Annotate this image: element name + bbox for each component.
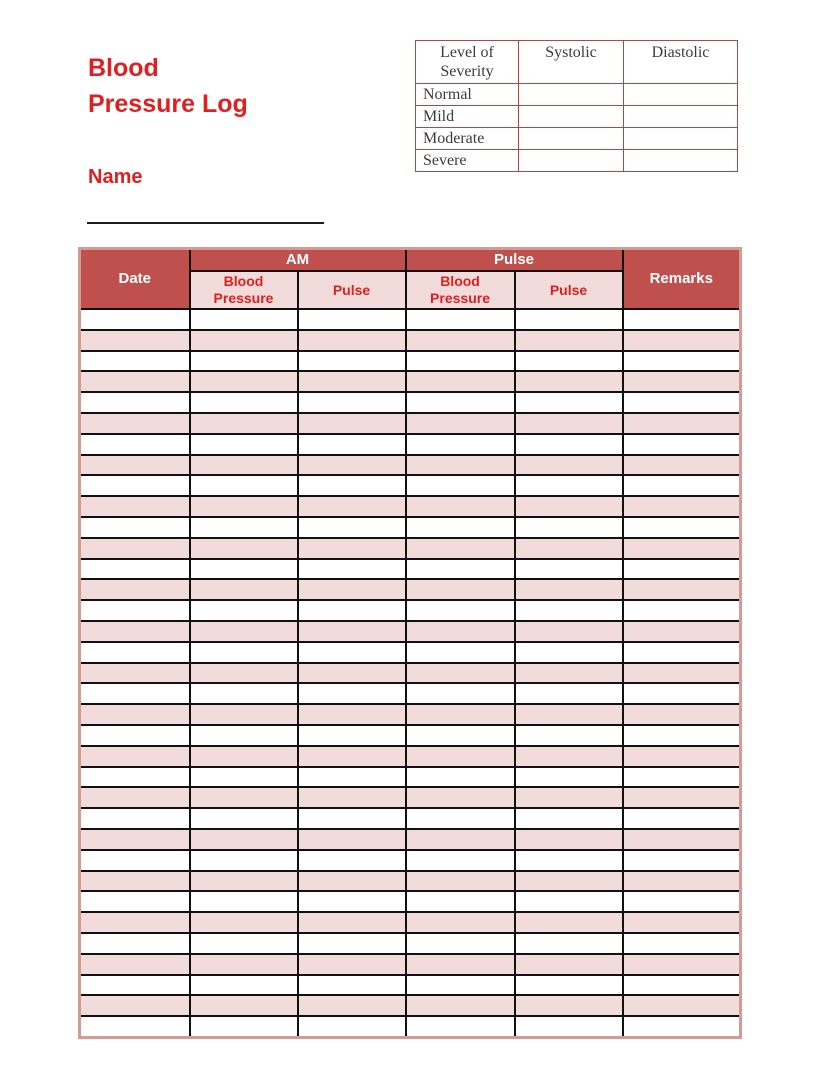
log-header-remarks: Remarks: [623, 249, 741, 310]
log-cell-empty: [623, 1016, 741, 1037]
severity-row-normal: [416, 84, 738, 106]
log-cell-empty: [623, 351, 741, 372]
log-cell-empty: [190, 600, 298, 621]
log-cell-empty: [406, 621, 515, 642]
page-title-line2: Pressure Log: [88, 90, 248, 118]
log-row: [80, 413, 741, 434]
severity-row-moderate: [416, 128, 738, 150]
log-cell-empty: [623, 683, 741, 704]
log-cell-empty: [515, 621, 623, 642]
log-cell-empty: [406, 475, 515, 496]
log-cell-empty: [515, 475, 623, 496]
log-cell-empty: [80, 642, 190, 663]
log-cell-empty: [623, 392, 741, 413]
log-row: [80, 642, 741, 663]
log-cell-empty: [190, 559, 298, 580]
log-cell-empty: [515, 683, 623, 704]
log-cell-empty: [80, 559, 190, 580]
log-cell-empty: [515, 559, 623, 580]
log-cell-empty: [298, 559, 406, 580]
log-cell-empty: [623, 496, 741, 517]
log-cell-empty: [406, 496, 515, 517]
log-cell-empty: [406, 683, 515, 704]
log-cell-empty: [623, 413, 741, 434]
log-cell-empty: [623, 975, 741, 996]
log-row: [80, 496, 741, 517]
log-cell-empty: [298, 683, 406, 704]
log-cell-empty: [80, 621, 190, 642]
log-cell-empty: [80, 829, 190, 850]
severity-table: [415, 40, 738, 172]
log-table-body: [80, 309, 741, 1037]
log-row: [80, 683, 741, 704]
log-row: [80, 663, 741, 684]
log-cell-empty: [623, 330, 741, 351]
log-cell-empty: [406, 455, 515, 476]
severity-header-diastolic: Diastolic: [624, 41, 738, 84]
severity-header-systolic: Systolic: [519, 41, 624, 84]
log-cell-empty: [298, 309, 406, 330]
log-cell-empty: [515, 954, 623, 975]
log-cell-empty: [190, 330, 298, 351]
log-cell-empty: [190, 496, 298, 517]
log-cell-empty: [298, 725, 406, 746]
log-cell-empty: [515, 642, 623, 663]
log-cell-empty: [623, 829, 741, 850]
log-row: [80, 871, 741, 892]
log-row: [80, 704, 741, 725]
log-cell-empty: [190, 517, 298, 538]
log-cell-empty: [406, 517, 515, 538]
log-row: [80, 850, 741, 871]
log-cell-empty: [515, 933, 623, 954]
log-header-group-row: [80, 249, 741, 272]
log-row: [80, 538, 741, 559]
log-cell-empty: [298, 621, 406, 642]
log-cell-empty: [623, 559, 741, 580]
log-cell-empty: [80, 392, 190, 413]
log-cell-empty: [298, 663, 406, 684]
log-cell-empty: [623, 767, 741, 788]
log-cell-empty: [80, 517, 190, 538]
log-cell-empty: [406, 808, 515, 829]
log-cell-empty: [298, 891, 406, 912]
log-row: [80, 954, 741, 975]
log-cell-empty: [515, 767, 623, 788]
log-cell-empty: [298, 829, 406, 850]
log-header-pulse-group: Pulse: [406, 249, 623, 272]
log-cell-empty: [515, 725, 623, 746]
log-cell-empty: [80, 600, 190, 621]
log-cell-empty: [298, 351, 406, 372]
log-cell-empty: [80, 891, 190, 912]
log-table: [78, 247, 742, 1039]
log-row: [80, 891, 741, 912]
log-cell-empty: [298, 538, 406, 559]
severity-systolic-cell: [519, 128, 624, 150]
log-cell-empty: [515, 850, 623, 871]
log-cell-empty: [80, 1016, 190, 1037]
log-cell-empty: [406, 413, 515, 434]
name-label: Name: [88, 166, 143, 188]
log-cell-empty: [623, 621, 741, 642]
log-cell-empty: [623, 704, 741, 725]
log-cell-empty: [80, 995, 190, 1016]
log-cell-empty: [406, 538, 515, 559]
log-cell-empty: [298, 496, 406, 517]
log-cell-empty: [515, 579, 623, 600]
log-cell-empty: [80, 704, 190, 725]
log-cell-empty: [623, 808, 741, 829]
log-cell-empty: [80, 413, 190, 434]
log-cell-empty: [623, 538, 741, 559]
log-cell-empty: [190, 975, 298, 996]
log-subheader-pm-blood-pressure: Blood Pressure: [406, 271, 515, 309]
log-cell-empty: [515, 351, 623, 372]
log-row: [80, 746, 741, 767]
log-cell-empty: [298, 746, 406, 767]
log-cell-empty: [80, 579, 190, 600]
severity-header-level: Level of Severity: [416, 41, 519, 84]
log-cell-empty: [623, 579, 741, 600]
log-row: [80, 392, 741, 413]
log-cell-empty: [515, 496, 623, 517]
log-row: [80, 455, 741, 476]
log-cell-empty: [515, 413, 623, 434]
log-row: [80, 995, 741, 1016]
log-cell-empty: [190, 642, 298, 663]
log-cell-empty: [80, 850, 190, 871]
log-row: [80, 579, 741, 600]
log-cell-empty: [623, 371, 741, 392]
log-cell-empty: [190, 829, 298, 850]
log-cell-empty: [623, 891, 741, 912]
log-cell-empty: [298, 954, 406, 975]
severity-diastolic-cell: [624, 106, 738, 128]
log-cell-empty: [298, 704, 406, 725]
log-cell-empty: [190, 787, 298, 808]
log-cell-empty: [515, 600, 623, 621]
log-cell-empty: [190, 725, 298, 746]
log-row: [80, 351, 741, 372]
log-cell-empty: [515, 1016, 623, 1037]
log-cell-empty: [406, 912, 515, 933]
log-cell-empty: [406, 787, 515, 808]
log-cell-empty: [80, 746, 190, 767]
log-cell-empty: [298, 475, 406, 496]
log-cell-empty: [80, 455, 190, 476]
log-cell-empty: [80, 309, 190, 330]
log-cell-empty: [190, 808, 298, 829]
log-cell-empty: [515, 787, 623, 808]
severity-level-cell: Severe: [416, 150, 519, 172]
log-cell-empty: [406, 995, 515, 1016]
log-row: [80, 309, 741, 330]
log-row: [80, 371, 741, 392]
log-cell-empty: [80, 683, 190, 704]
log-cell-empty: [406, 767, 515, 788]
log-cell-empty: [80, 871, 190, 892]
log-subheader-am-pulse: Pulse: [298, 271, 406, 309]
log-cell-empty: [298, 787, 406, 808]
log-cell-empty: [298, 579, 406, 600]
log-cell-empty: [190, 683, 298, 704]
log-cell-empty: [298, 850, 406, 871]
log-cell-empty: [190, 995, 298, 1016]
severity-systolic-cell: [519, 150, 624, 172]
log-cell-empty: [190, 538, 298, 559]
log-cell-empty: [623, 663, 741, 684]
log-cell-empty: [515, 330, 623, 351]
log-cell-empty: [190, 933, 298, 954]
log-cell-empty: [623, 309, 741, 330]
log-cell-empty: [623, 746, 741, 767]
log-cell-empty: [298, 912, 406, 933]
log-cell-empty: [190, 954, 298, 975]
log-cell-empty: [298, 600, 406, 621]
log-cell-empty: [406, 434, 515, 455]
log-cell-empty: [298, 975, 406, 996]
severity-row-mild: [416, 106, 738, 128]
log-cell-empty: [298, 767, 406, 788]
page-title-line1: Blood: [88, 54, 159, 82]
log-cell-empty: [623, 850, 741, 871]
log-row: [80, 808, 741, 829]
log-cell-empty: [515, 538, 623, 559]
log-cell-empty: [623, 912, 741, 933]
log-cell-empty: [80, 954, 190, 975]
log-cell-empty: [190, 1016, 298, 1037]
log-row: [80, 330, 741, 351]
log-cell-empty: [298, 517, 406, 538]
log-row: [80, 475, 741, 496]
log-cell-empty: [515, 663, 623, 684]
log-cell-empty: [623, 871, 741, 892]
log-cell-empty: [515, 309, 623, 330]
log-row: [80, 621, 741, 642]
log-cell-empty: [80, 933, 190, 954]
log-cell-empty: [406, 559, 515, 580]
log-cell-empty: [298, 871, 406, 892]
log-cell-empty: [190, 767, 298, 788]
log-cell-empty: [623, 517, 741, 538]
log-cell-empty: [406, 371, 515, 392]
log-row: [80, 517, 741, 538]
log-subheader-pm-pulse: Pulse: [515, 271, 623, 309]
log-cell-empty: [190, 871, 298, 892]
log-cell-empty: [515, 371, 623, 392]
log-row: [80, 725, 741, 746]
log-cell-empty: [406, 850, 515, 871]
log-cell-empty: [298, 933, 406, 954]
log-cell-empty: [623, 475, 741, 496]
log-cell-empty: [298, 413, 406, 434]
log-row: [80, 829, 741, 850]
log-cell-empty: [80, 912, 190, 933]
log-cell-empty: [623, 642, 741, 663]
log-cell-empty: [190, 850, 298, 871]
log-cell-empty: [80, 434, 190, 455]
log-cell-empty: [515, 891, 623, 912]
log-cell-empty: [515, 392, 623, 413]
log-cell-empty: [190, 475, 298, 496]
log-cell-empty: [406, 600, 515, 621]
log-cell-empty: [190, 704, 298, 725]
log-row: [80, 434, 741, 455]
log-cell-empty: [515, 517, 623, 538]
log-cell-empty: [406, 330, 515, 351]
severity-systolic-cell: [519, 106, 624, 128]
log-cell-empty: [623, 954, 741, 975]
log-cell-empty: [80, 787, 190, 808]
log-cell-empty: [80, 371, 190, 392]
log-row: [80, 600, 741, 621]
log-cell-empty: [80, 538, 190, 559]
log-cell-empty: [623, 933, 741, 954]
log-row: [80, 787, 741, 808]
log-cell-empty: [298, 371, 406, 392]
severity-diastolic-cell: [624, 84, 738, 106]
severity-header-row: [416, 41, 738, 84]
log-cell-empty: [190, 413, 298, 434]
log-cell-empty: [406, 933, 515, 954]
log-cell-empty: [298, 642, 406, 663]
log-cell-empty: [623, 995, 741, 1016]
log-cell-empty: [406, 975, 515, 996]
log-cell-empty: [623, 725, 741, 746]
log-cell-empty: [515, 434, 623, 455]
log-cell-empty: [190, 351, 298, 372]
log-cell-empty: [80, 496, 190, 517]
page-title: [88, 50, 248, 122]
log-cell-empty: [515, 871, 623, 892]
log-row: [80, 975, 741, 996]
severity-level-cell: Moderate: [416, 128, 519, 150]
log-cell-empty: [190, 621, 298, 642]
log-cell-empty: [623, 434, 741, 455]
log-cell-empty: [190, 434, 298, 455]
log-cell-empty: [406, 579, 515, 600]
severity-diastolic-cell: [624, 128, 738, 150]
log-cell-empty: [406, 704, 515, 725]
log-subheader-am-blood-pressure: Blood Pressure: [190, 271, 298, 309]
log-cell-empty: [515, 995, 623, 1016]
log-cell-empty: [190, 309, 298, 330]
log-cell-empty: [190, 663, 298, 684]
severity-row-severe: [416, 150, 738, 172]
log-cell-empty: [80, 975, 190, 996]
log-cell-empty: [298, 1016, 406, 1037]
log-cell-empty: [190, 392, 298, 413]
log-cell-empty: [406, 746, 515, 767]
log-row: [80, 559, 741, 580]
severity-systolic-cell: [519, 84, 624, 106]
log-row: [80, 912, 741, 933]
log-cell-empty: [515, 912, 623, 933]
log-cell-empty: [298, 808, 406, 829]
log-cell-empty: [515, 746, 623, 767]
log-cell-empty: [80, 475, 190, 496]
log-cell-empty: [80, 663, 190, 684]
log-cell-empty: [623, 455, 741, 476]
log-cell-empty: [80, 725, 190, 746]
log-cell-empty: [406, 663, 515, 684]
log-cell-empty: [623, 787, 741, 808]
log-cell-empty: [515, 975, 623, 996]
log-cell-empty: [515, 829, 623, 850]
log-cell-empty: [298, 330, 406, 351]
log-cell-empty: [406, 1016, 515, 1037]
log-cell-empty: [406, 351, 515, 372]
log-cell-empty: [406, 871, 515, 892]
log-cell-empty: [406, 309, 515, 330]
severity-level-cell: Normal: [416, 84, 519, 106]
severity-level-cell: Mild: [416, 106, 519, 128]
name-underline: [87, 222, 324, 224]
log-cell-empty: [80, 808, 190, 829]
log-cell-empty: [406, 642, 515, 663]
log-cell-empty: [515, 455, 623, 476]
log-header-date: Date: [80, 249, 190, 310]
log-header-am: AM: [190, 249, 406, 272]
log-cell-empty: [190, 912, 298, 933]
severity-diastolic-cell: [624, 150, 738, 172]
log-cell-empty: [298, 434, 406, 455]
log-cell-empty: [190, 891, 298, 912]
log-cell-empty: [406, 954, 515, 975]
log-cell-empty: [406, 891, 515, 912]
log-cell-empty: [190, 371, 298, 392]
log-cell-empty: [298, 455, 406, 476]
log-cell-empty: [298, 995, 406, 1016]
log-cell-empty: [515, 808, 623, 829]
log-row: [80, 1016, 741, 1037]
log-cell-empty: [80, 351, 190, 372]
log-row: [80, 767, 741, 788]
log-cell-empty: [623, 600, 741, 621]
log-cell-empty: [80, 330, 190, 351]
log-cell-empty: [515, 704, 623, 725]
log-cell-empty: [190, 579, 298, 600]
log-cell-empty: [80, 767, 190, 788]
log-row: [80, 933, 741, 954]
log-cell-empty: [298, 392, 406, 413]
log-cell-empty: [406, 392, 515, 413]
log-cell-empty: [406, 725, 515, 746]
log-cell-empty: [190, 455, 298, 476]
log-cell-empty: [406, 829, 515, 850]
log-cell-empty: [190, 746, 298, 767]
